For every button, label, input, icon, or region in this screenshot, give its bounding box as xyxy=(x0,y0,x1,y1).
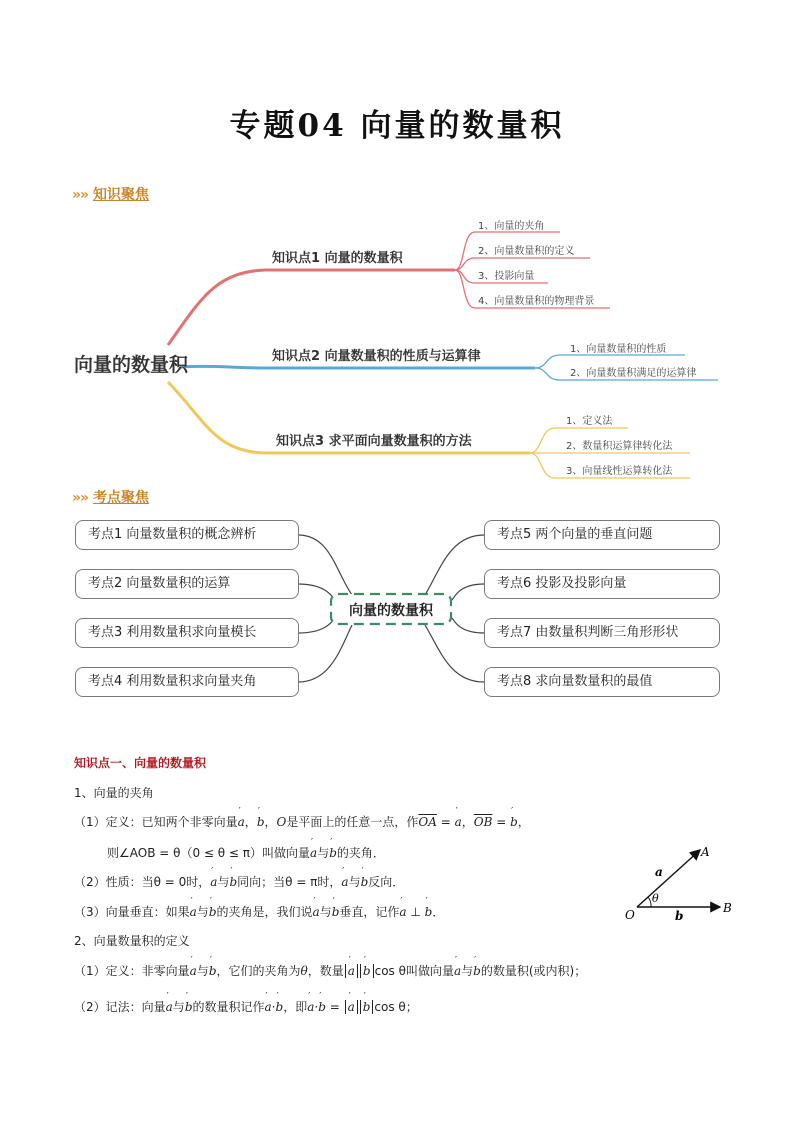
mindmap-item: 2、向量数量积满足的运算律 xyxy=(570,368,697,379)
notation-line: （2）记法：向量′ a与′ b的数量积记作′ a·′ b，即′ a·′ b = ′ a ′ b cos θ； xyxy=(74,998,418,1015)
mindmap-item: 3、向量线性运算转化法 xyxy=(566,466,673,477)
vector-angle-figure xyxy=(615,838,745,928)
exam-point-7: 考点7 由数量积判断三角形形状 xyxy=(484,618,720,648)
mindmap-branch-1: 知识点1 向量的数量积 xyxy=(272,251,403,266)
label-A: A xyxy=(701,845,710,859)
label-B: B xyxy=(723,901,732,915)
exam-center-node: 向量的数量积 xyxy=(349,603,433,619)
mindmap-item: 2、向量数量积的定义 xyxy=(478,246,575,257)
exam-point-2: 考点2 向量数量积的运算 xyxy=(75,569,299,599)
definition-line-2: 则∠AOB = θ（0 ≤ θ ≤ π）叫做向量′ a与′ b的夹角． xyxy=(107,844,385,861)
property-line: （2）性质：当θ = 0时，′ a与′ b同向；当θ = π时，′ a与′ b反向． xyxy=(74,873,404,890)
mindmap-item: 1、向量数量积的性质 xyxy=(570,344,667,355)
exam-point-8: 考点8 求向量数量积的最值 xyxy=(484,667,720,697)
chevron-icon: » xyxy=(72,490,79,506)
chevron-icon: » xyxy=(72,187,79,203)
exam-point-3: 考点3 利用数量积求向量模长 xyxy=(75,618,299,648)
knowledge-heading: 知识点一、向量的数量积 xyxy=(74,756,207,770)
definition2-line: （1）定义：非零向量′ a与′ b，它们的夹角为θ，数量 ′ a ′ b cos θ叫做向量′ a与′ b的数量积(或内积)； xyxy=(74,962,586,979)
section-label: 考点聚焦 xyxy=(92,490,149,506)
chevron-icon: » xyxy=(80,187,87,203)
page-title: 专题04 向量的数量积 xyxy=(229,108,565,144)
mindmap-root: 向量的数量积 xyxy=(74,354,189,376)
section-label: 知识聚焦 xyxy=(92,187,149,203)
subsection-title: 1、向量的夹角 xyxy=(74,786,154,800)
mindmap-branch-3: 知识点3 求平面向量数量积的方法 xyxy=(276,434,472,449)
chevron-icon: » xyxy=(80,490,87,506)
branch-curve-1 xyxy=(168,270,455,345)
branch-curve-2 xyxy=(180,366,535,368)
mindmap-item: 1、定义法 xyxy=(566,416,613,427)
mindmap-item: 2、数量积运算律转化法 xyxy=(566,441,673,452)
mindmap-item: 1、向量的夹角 xyxy=(478,221,545,232)
subsection-title-2: 2、向量数量积的定义 xyxy=(74,934,190,948)
label-a: a xyxy=(655,865,663,879)
label-O: O xyxy=(625,908,635,922)
label-theta: θ xyxy=(652,892,659,905)
label-b: b xyxy=(675,909,684,923)
exam-point-1: 考点1 向量数量积的概念辨析 xyxy=(75,520,299,550)
mindmap-branch-2: 知识点2 向量数量积的性质与运算律 xyxy=(272,349,481,364)
mindmap-item: 3、投影向量 xyxy=(478,271,535,282)
exam-point-5: 考点5 两个向量的垂直问题 xyxy=(484,520,720,550)
perpendicular-line: （3）向量垂直：如果′ a与′ b的夹角是，我们说′ a与′ b垂直，记作′ a ⊥ ′ b． xyxy=(74,903,444,920)
definition-line: （1）定义：已知两个非零向量′ a，′ b，O是平面上的任意一点，作$\overline{OA}$ = ′ a，$\overline{OB}$ = ′ b， xyxy=(74,813,530,830)
exam-point-6: 考点6 投影及投影向量 xyxy=(484,569,720,599)
mindmap-item: 4、向量数量积的物理背景 xyxy=(478,296,595,307)
exam-point-4: 考点4 利用数量积求向量夹角 xyxy=(75,667,299,697)
